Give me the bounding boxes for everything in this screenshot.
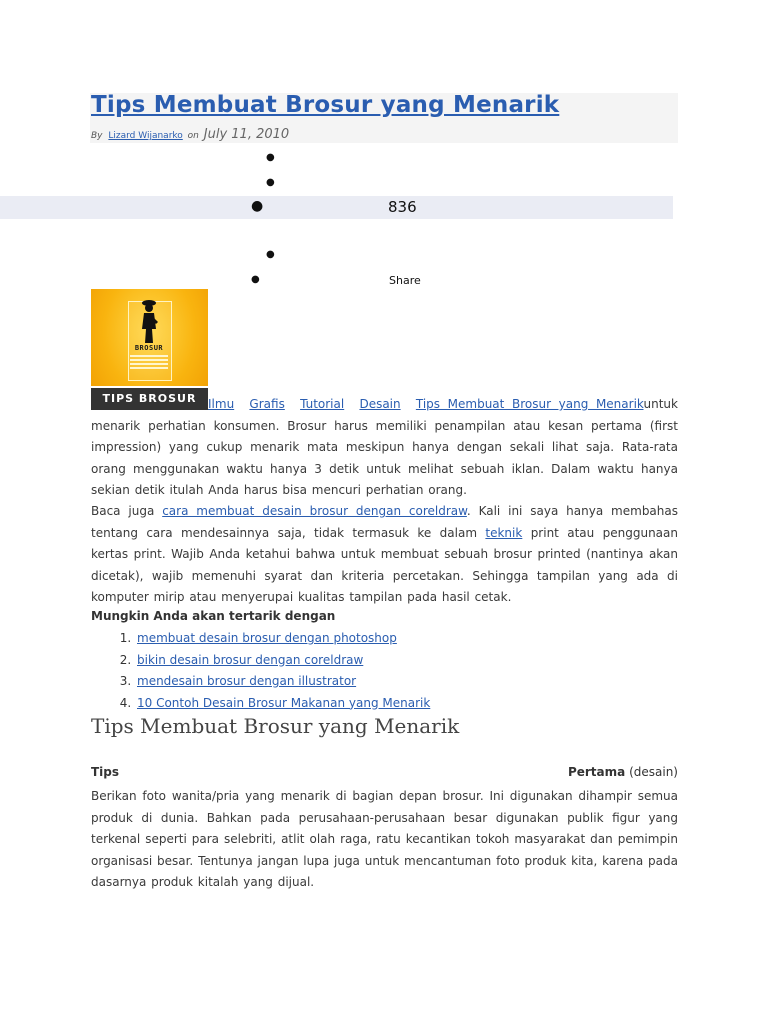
- intro-title-link[interactable]: Tips Membuat Brosur yang Menarik: [415, 397, 644, 411]
- para2-prefix: Baca juga: [91, 504, 163, 518]
- breadcrumb-link-ilmu[interactable]: Ilmu: [208, 397, 235, 411]
- author-link[interactable]: Lizard Wijanarko: [108, 131, 183, 141]
- related-link-makanan[interactable]: 10 Contoh Desain Brosur Makanan yang Menarik: [137, 695, 431, 710]
- byline: [91, 127, 289, 142]
- intro-paragraph: [91, 394, 678, 502]
- related-link-coreldraw[interactable]: bikin desain brosur dengan coreldraw: [137, 652, 364, 667]
- byline-on-label: on: [187, 131, 199, 141]
- breadcrumb-link-tutorial[interactable]: Tutorial: [300, 397, 345, 411]
- tips-pertama: [568, 765, 678, 779]
- share-bullet: ●: [251, 274, 260, 285]
- share-bullet: ●: [266, 152, 275, 163]
- tips-label: Tips: [91, 765, 120, 779]
- share-bullet: ●: [266, 249, 275, 260]
- share-count: 836: [388, 198, 417, 216]
- section-title: Tips Membuat Brosur yang Menarik: [91, 714, 460, 738]
- intro-text: untuk menarik perhatian konsumen. Brosur harus memiliki penampilan atau kesan pertama (first impression) yang cukup menarik mata meskipun hanya dengan sekali lihat saja. Rata-rata orang menggunakan waktu hanya 3 detik untuk melihat sebuah iklan. Dalam waktu hanya sekian detik itulah Anda harus bisa mencuri perhatian orang.: [91, 397, 678, 497]
- list-item: [135, 671, 675, 693]
- thumbnail-caption: TIPS BROSUR: [91, 386, 208, 410]
- list-item: [135, 650, 675, 672]
- breadcrumb-link-desain[interactable]: Desain: [359, 397, 401, 411]
- post-title[interactable]: Tips Membuat Brosur yang Menarik: [91, 92, 560, 118]
- desain-label: (desain): [629, 765, 678, 779]
- related-link-illustrator[interactable]: mendesain brosur dengan illustrator: [137, 674, 357, 688]
- share-button[interactable]: Share: [389, 274, 421, 287]
- pertama-label: Pertama: [567, 765, 626, 779]
- list-item: [135, 628, 675, 650]
- related-list: [91, 628, 675, 714]
- post-date: July 11, 2010: [203, 127, 290, 142]
- thumbnail-stripes: [130, 355, 168, 369]
- para2-suffix: print atau penggunaan kertas print. Wajib Anda ketahui bahwa untuk membuat sebuah brosur printed (nantinya akan dicetak), wajib memenuhi syarat dan kriteria percetakan. Sehingga tampilan yang ada di komputer mirip atau menyerupai kualitas tampilan pada hasil cetak.: [91, 525, 678, 604]
- share-bullet: ●: [251, 198, 264, 214]
- list-item: [135, 693, 675, 715]
- article-thumbnail[interactable]: [91, 289, 208, 410]
- para2-mid: . Kali ini saya hanya membahas tentang cara mendesainnya saja, tidak termasuk ke dalam: [91, 504, 679, 540]
- teknik-link[interactable]: teknik: [485, 525, 523, 540]
- breadcrumb-link-grafis[interactable]: Grafis: [249, 397, 285, 411]
- thumbnail-sign-text: BROSUR: [134, 344, 164, 352]
- baca-juga-paragraph: [91, 501, 678, 609]
- tips-body-paragraph: Berikan foto wanita/pria yang menarik di bagian depan brosur. Ini digunakan dihampir semua produk di dunia. Bahkan pada perusahaan-perusahaan besar digunakan publik figur yang terkenal seperti para selebriti, atlit olah raga, ratu kecantikan tokoh masyarakat dan pemimpin organisasi besar. Tentunya jangan lupa juga untuk mencantuman foto produk kita, karena pada dasarnya produk kitalah yang dijual.: [91, 789, 678, 889]
- share-bullet: ●: [266, 177, 275, 188]
- byline-by-label: By: [91, 131, 103, 141]
- related-heading: Mungkin Anda akan tertarik dengan: [91, 609, 336, 623]
- related-link-photoshop[interactable]: membuat desain brosur dengan photoshop: [137, 631, 397, 645]
- coreldraw-link[interactable]: cara membuat desain brosur dengan coreldraw: [162, 504, 467, 518]
- share-count-band: [0, 196, 673, 219]
